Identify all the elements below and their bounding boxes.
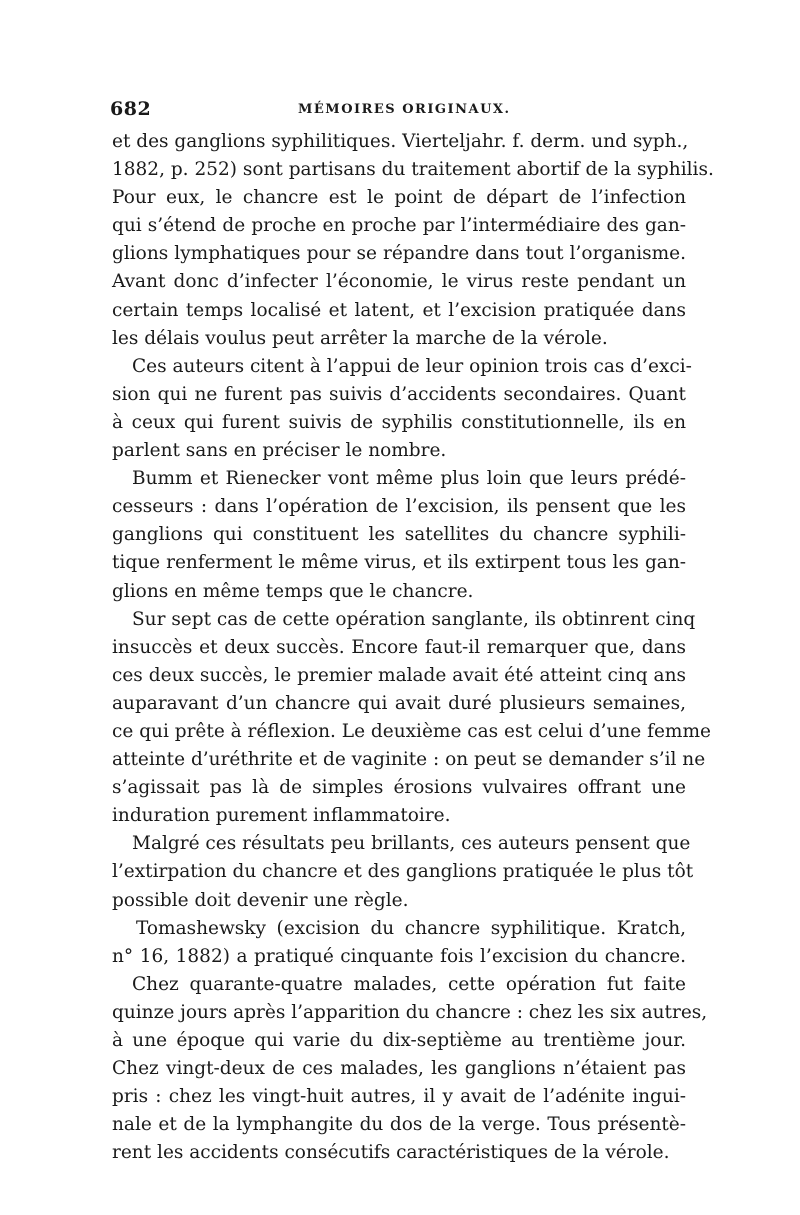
text-line: les délais voulus peut arrêter la marche de la vérole.	[112, 327, 608, 349]
paragraph-start-line: Ces auteurs citent à l’appui de leur opinion trois cas d’exci-	[132, 355, 692, 377]
text-line: qui s’étend de proche en proche par l’intermédiaire des gan-	[112, 215, 686, 237]
text-line: et des ganglions syphilitiques. Vierteljahr. f. derm. und syph.,	[112, 131, 689, 152]
text-line: Avant donc d’infecter l’économie, le virus reste pendant un	[112, 271, 686, 293]
page-number: 682	[110, 98, 152, 120]
text-line: s’agissait pas là de simples érosions vulvaires offrant une	[112, 777, 686, 799]
text-line: sion qui ne furent pas suivis d’accidents secondaires. Quant	[112, 383, 686, 405]
paragraph-start-line: Malgré ces résultats peu brillants, ces auteurs pensent que	[132, 833, 691, 855]
text-line: tique renferment le même virus, et ils extirpent tous les gan-	[112, 552, 686, 574]
text-line: 1882, p. 252) sont partisans du traitement abortif de la syphilis.	[112, 159, 714, 181]
text-line: ces deux succès, le premier malade avait été atteint cinq ans	[112, 664, 686, 686]
text-line: parlent sans en préciser le nombre.	[112, 440, 447, 462]
text-line: cesseurs : dans l’opération de l’excision, ils pensent que les	[112, 496, 686, 518]
text-line: à une époque qui varie du dix-septième au trentième jour.	[112, 1030, 686, 1051]
text-line: certain temps localisé et latent, et l’excision pratiquée dans	[112, 299, 686, 321]
text-line: possible doit devenir une règle.	[112, 889, 409, 911]
text-line: n° 16, 1882) a pratiqué cinquante fois l’excision du chancre.	[112, 945, 686, 967]
text-line: à ceux qui furent suivis de syphilis constitutionnelle, ils en	[112, 411, 686, 433]
text-line: Pour eux, le chancre est le point de départ de l’infection	[112, 187, 686, 209]
text-line: nale et de la lymphangite du dos de la verge. Tous présentè-	[112, 1114, 686, 1136]
text-line: insuccès et deux succès. Encore faut-il remarquer que, dans	[112, 636, 686, 658]
text-line: Chez vingt-deux de ces malades, les ganglions n’étaient pas	[112, 1058, 686, 1080]
text-line: glions lymphatiques pour se répandre dans tout l’organisme.	[112, 243, 686, 265]
paragraph-start-line: Bumm et Rienecker vont même plus loin que leurs prédé-	[132, 468, 686, 490]
running-title: MÉMOIRES ORIGINAUX.	[298, 102, 511, 117]
text-line: glions en même temps que le chancre.	[112, 580, 474, 602]
text-line: ce qui prête à réflexion. Le deuxième cas est celui d’une femme	[112, 720, 711, 742]
text-line: l’extirpation du chancre et des ganglions pratiquée le plus tôt	[112, 861, 694, 883]
page-header	[110, 98, 685, 122]
text-line: rent les accidents consécutifs caractéristiques de la vérole.	[112, 1142, 670, 1164]
paragraph-start-line: Chez quarante-quatre malades, cette opération fut faite	[132, 973, 686, 995]
text-line: ganglions qui constituent les satellites du chancre syphili-	[112, 524, 686, 546]
paragraph-start-line: Tomashewsky (excision du chancre syphilitique. Kratch,	[136, 917, 686, 939]
paragraph-start-line: Sur sept cas de cette opération sanglante, ils obtinrent cinq	[132, 608, 696, 630]
text-line: auparavant d’un chancre qui avait duré plusieurs semaines,	[112, 692, 686, 714]
body-text	[112, 128, 714, 1167]
text-line: quinze jours après l’apparition du chancre : chez les six autres,	[112, 1001, 708, 1023]
text-line: atteinte d’uréthrite et de vaginite : on peut se demander s’il ne	[112, 749, 706, 771]
text-line: induration purement inflammatoire.	[112, 805, 451, 827]
text-line: pris : chez les vingt-huit autres, il y avait de l’adénite ingui-	[112, 1086, 686, 1108]
